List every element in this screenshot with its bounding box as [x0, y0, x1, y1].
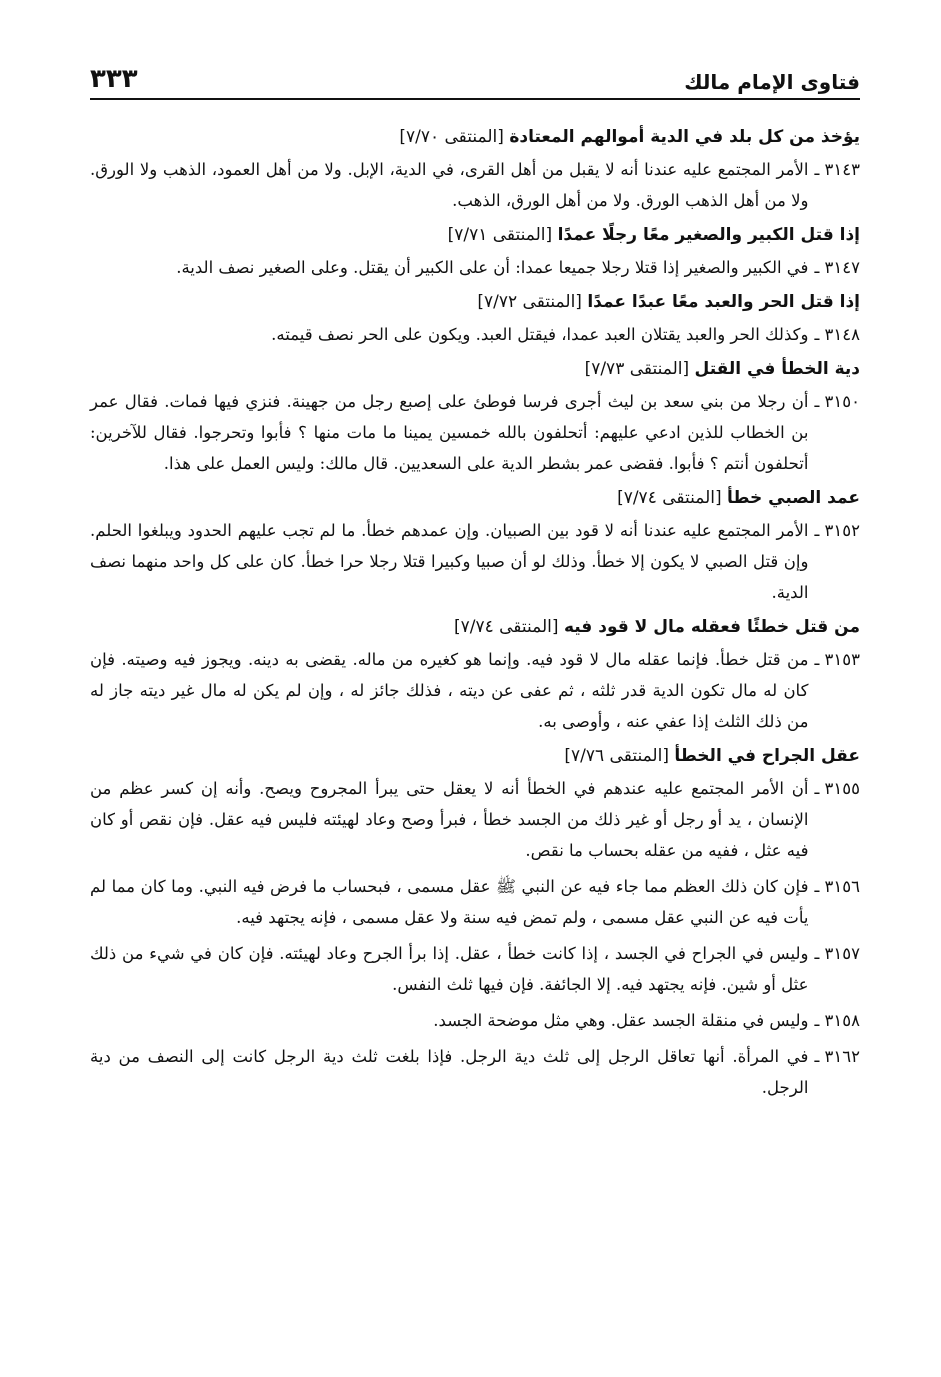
entry-number: ٣١٥٥ ـ [814, 779, 860, 798]
section-ref: [المنتقى ٧/٧٢] [477, 292, 582, 312]
entry-number: ٣١٤٧ ـ [814, 258, 860, 277]
section-ref: [المنتقى ٧/٧٦] [564, 746, 669, 766]
section-title [90, 222, 860, 249]
entry [90, 386, 860, 479]
section [90, 289, 860, 350]
section-ref: [المنتقى ٧/٧٣] [584, 359, 690, 379]
section-title [90, 743, 860, 770]
book-title: فتاوى الإمام مالك [684, 70, 860, 94]
section-ref: [المنتقى ٧/٧٠] [399, 127, 504, 147]
entry [90, 154, 860, 216]
entry [90, 515, 860, 608]
entry-number: ٣١٥٢ ـ [814, 521, 860, 540]
entry-text: وكذلك الحر والعبد يقتلان العبد عمدا، فيقتل العبد. ويكون على الحر نصف قيمته. [271, 325, 809, 344]
entry-number: ٣١٥٣ ـ [814, 650, 860, 669]
section-title-text: دية الخطأ في القتل [694, 359, 860, 379]
entry-number: ٣١٤٣ ـ [814, 160, 860, 179]
section-title-text: إذا قتل الكبير والصغير معًا رجلًا عمدًا [557, 225, 860, 245]
section-title [90, 289, 860, 316]
entry [90, 644, 860, 737]
section-title [90, 124, 860, 151]
section-ref: [المنتقى ٧/٧١] [447, 225, 553, 245]
section [90, 614, 860, 737]
section-title-text: عقل الجراح في الخطأ [674, 746, 860, 766]
section [90, 356, 860, 479]
entry [90, 252, 860, 283]
entry-text: وليس في الجراح في الجسد ، إذا كانت خطأ ، عقل. إذا برأ الجرح وعاد لهيئته. فإن كان في شيء من ذلك عثل أو شين. فإنه يجتهد فيه. إلا الجائفة. فإن فيها ثلث النفس. [90, 944, 809, 994]
entry-text: أن الأمر المجتمع عليه عندهم في الخطأ أنه لا يعقل حتى يبرأ المجروح ويصح. وأنه إن كسر عظم من الإنسان ، يد أو رجل أو غير ذلك من الجسد خطأ ، فبرأ وصح وعاد لهيئته فليس فيه عقل. فإن نقص أو كان فيه عثل ، ففيه من عقله بحساب ما نقص. [90, 779, 809, 860]
running-head [90, 56, 860, 100]
section-title-text: من قتل خطئًا فعقله مال لا قود فيه [563, 617, 860, 637]
entry-text: وليس في منقلة الجسد عقل. وهي مثل موضحة الجسد. [433, 1011, 809, 1030]
section-title [90, 614, 860, 641]
section [90, 743, 860, 1103]
entry-number: ٣١٤٨ ـ [814, 325, 860, 344]
entry [90, 1041, 860, 1103]
section-title-text: إذا قتل الحر والعبد معًا عبدًا عمدًا [587, 292, 860, 312]
entry [90, 773, 860, 866]
entry-text: فإن كان ذلك العظم مما جاء فيه عن النبي ﷺ عقل مسمى ، فبحساب ما فرض فيه النبي. وما كان مما لم يأت فيه عن النبي عقل مسمى ، ولم تمض فيه سنة ولا عقل مسمى ، فإنه يجتهد فيه. [90, 877, 809, 927]
section [90, 222, 860, 283]
section-title-text: عمد الصبي خطأ [727, 488, 860, 508]
section [90, 485, 860, 608]
entry-text: في الكبير والصغير إذا قتلا رجلا جميعا عمدا: أن على الكبير أن يقتل. وعلى الصغير نصف الدية. [176, 258, 809, 277]
entry-text: أن رجلا من بني سعد بن ليث أجرى فرسا فوطئ على إصبع رجل من جهينة. فنزي فيها فمات. فقال عمر بن الخطاب للذين ادعي عليهم: أتحلفون بالله خمسين يمينا ما مات منها ؟ فأبوا وتحرجوا. فقال للآخرين: أتحلفون أنتم ؟ فأبوا. فقضى عمر بشطر الدية على السعديين. قال مالك: وليس العمل على هذا. [90, 392, 809, 473]
entry-text: الأمر المجتمع عليه عندنا أنه لا يقبل من أهل القرى، في الدية، الإبل. ولا من أهل العمود، الذهب ولا الورق. ولا من أهل الذهب الورق. ولا من أهل الورق، الذهب. [90, 160, 809, 210]
entry-text: الأمر المجتمع عليه عندنا أنه لا قود بين الصبيان. وإن عمدهم خطأ. ما لم تجب عليهم الحدود ويبلغوا الحلم. وإن قتل الصبي لا يكون إلا خطأ. وذلك لو أن صبيا وكبيرا قتلا رجلا حرا خطأ. كان على كل واحد منهما نصف الدية. [90, 521, 809, 602]
entry-number: ٣١٥٦ ـ [814, 877, 860, 896]
section-title [90, 485, 860, 512]
document-page [90, 56, 860, 1109]
entry [90, 319, 860, 350]
section [90, 124, 860, 216]
page-content [90, 124, 860, 1103]
section-title-text: يؤخذ من كل بلد في الدية أموالهم المعتادة [509, 127, 860, 147]
entry-number: ٣١٦٢ ـ [814, 1047, 860, 1066]
entry-number: ٣١٥٠ ـ [814, 392, 860, 411]
entry [90, 1005, 860, 1036]
entry [90, 938, 860, 1000]
section-title [90, 356, 860, 383]
entry-number: ٣١٥٧ ـ [814, 944, 860, 963]
entry-number: ٣١٥٨ ـ [814, 1011, 860, 1030]
entry-text: في المرأة. أنها تعاقل الرجل إلى ثلث دية الرجل. فإذا بلغت ثلث دية الرجل كانت إلى النصف من دية الرجل. [90, 1047, 809, 1097]
entry-text: من قتل خطأ. فإنما عقله مال لا قود فيه. وإنما هو كغيره من ماله. يقضى به دينه. ويجوز فيه وصيته. فإن كان له مال تكون الدية قدر ثلثه ، ثم عفى عن ديته ، فذلك جائز له ، وإن لم يكن له مال غير ديته جاز له من ذلك الثلث إذا عفي عنه ، وأوصى به. [90, 650, 809, 731]
section-ref: [المنتقى ٧/٧٤] [617, 488, 722, 508]
page-number: ٣٣٣ [90, 64, 138, 94]
entry [90, 871, 860, 933]
section-ref: [المنتقى ٧/٧٤] [453, 617, 559, 637]
